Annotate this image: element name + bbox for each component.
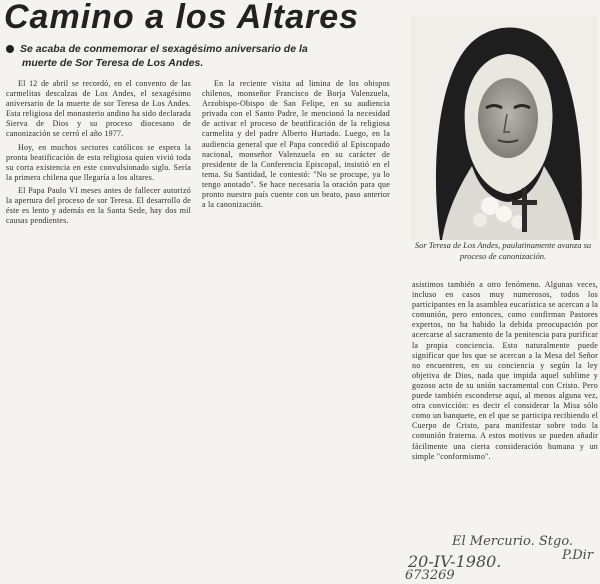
handwritten-number: 673269 (405, 568, 455, 583)
handwritten-date: 20-IV-1980. (408, 552, 502, 571)
article-column-3 (412, 280, 598, 465)
headline: Camino a los Altares (4, 0, 360, 36)
portrait-photo (410, 16, 598, 240)
article-column-2 (202, 79, 390, 213)
article-column-1 (6, 79, 191, 229)
bullet-icon (6, 45, 14, 53)
paragraph: asistimos también a otro fenómeno. Algunas veces, incluso en casos muy numerosos, todos los participantes en la asamblea eucarística se acercan a la comunión, pero entonces, como confirman Pastores expertos, no ha habido la debida preocupación por acercarse al sacramento de la penitencia para purificar la propia conciencia. Esto naturalmente puede significar que los que se acercan a la Mesa del Señor no encuentren, en su conciencia y según la ley objetiva de Dios, nada que impida aquel sublime y gozoso acto de su unión sacramental con Cristo. Pero puede también esconderse aquí, al menos alguna vez, otra convicción: es decir el considerar la Misa sólo como un banquete, en el que se participa recibiendo el Cuerpo de Cristo, para manifestar sobre todo la comunión fraterna. A estos motivos se pueden añadir fácilmente una cierta consideración humana y un simple "conformismo". (412, 280, 598, 461)
subhead-line-1: Se acaba de conmemorar el sexagésimo aniversario de la (20, 43, 308, 55)
paragraph: El Papa Paulo VI meses antes de fallecer autorizó la apertura del proceso de sor Teresa. El desarrollo de éste es lento y además en la Santa Sede, hay dos mil causas pendientes. (6, 185, 191, 226)
nun-portrait-image (410, 16, 598, 240)
subhead-line-2: muerte de Sor Teresa de Los Andes. (22, 57, 204, 69)
paragraph: En la reciente visita ad limina de los obispos chilenos, monseñor Francisco de Borja Valenzuela, Arzobispo-Obispo de San Felipe, en su audiencia privada con el Santo Padre, le mencionó la necesidad de activar el proceso de beatificación de la religiosa carmelita y del padre Alberto Hurtado. Luego, en la audiencia general que el Papa concedió al Episcopado nacional, monseñor Valenzuela en su carácter de presidente de la Conferencia Episcopal, insistió en el tema. Su Santidad, le contestó: "No se procupe, ya lo tengo anotado". Se hace necesaria la oración para que pronto nuestro país cuente con un beato, paso anterior a la canonización. (202, 79, 390, 210)
handwritten-source: El Mercurio. Stgo. (452, 534, 574, 549)
paragraph: El 12 de abril se recordó, en el convento de las carmelitas descalzas de Los Andes, el sexagésimo aniversario de la muerte de sor Teresa de Los Andes. Esta religiosa del monasterio andino ha sido declarada Sierva de Dios y su proceso diocesano de canonización se cerró el año 1977. (6, 79, 191, 139)
handwritten-initials: P.Dir (562, 548, 594, 563)
paragraph: Hoy, en muchos sectores católicos se espera la pronta beatificación de esta religiosa quien vivió toda su corta existencia en este convulsionado siglo. Sería la primera chilena que llegaría a los altares. (6, 142, 191, 182)
subhead (6, 42, 398, 70)
photo-caption: Sor Teresa de Los Andes, paulatinamente avanza su proceso de canonización. (414, 240, 592, 261)
